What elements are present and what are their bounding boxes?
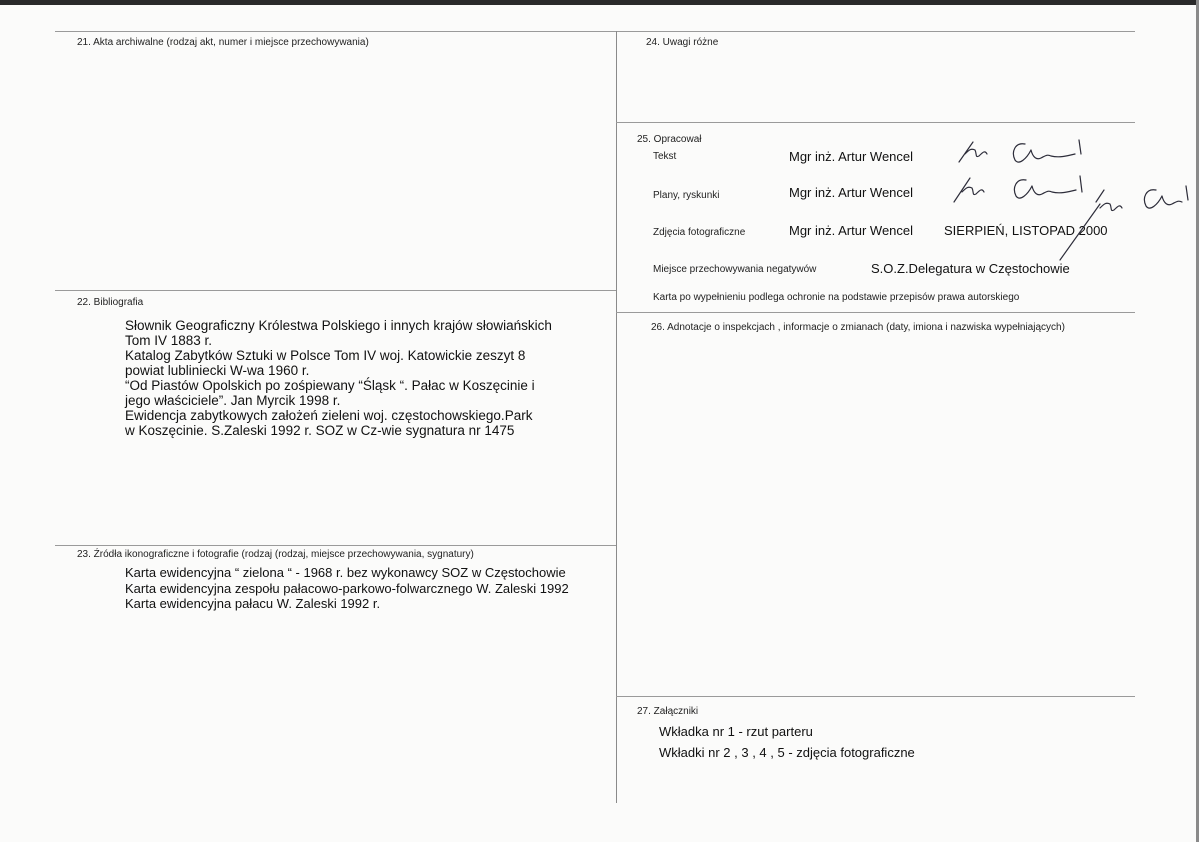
section-26-label: 26. Adnotacje o inspekcjach , informacje o zmianach (daty, imiona i nazwiska wypełniających) — [651, 322, 1065, 333]
signature-1-icon — [955, 136, 1095, 170]
author-field-plans: Plany, ryskunki — [653, 190, 720, 201]
rule-24-25 — [616, 122, 1135, 123]
attachment-line: Wkładki nr 2 , 3 , 4 , 5 - zdjęcia fotograficzne — [659, 745, 915, 760]
section-21-label: 21. Akta archiwalne (rodzaj akt, numer i miejsce przechowywania) — [77, 37, 369, 48]
copyright-note: Karta po wypełnieniu podlega ochronie na podstawie przepisów prawa autorskiego — [653, 292, 1020, 303]
bibliography-list — [125, 318, 552, 438]
rule-25-26 — [616, 312, 1135, 313]
author-value-plans: Mgr inż. Artur Wencel — [789, 185, 914, 200]
author-value-photos: Mgr inż. Artur Wencel — [789, 223, 914, 238]
bibliography-line: “Od Piastów Opolskich po zośpiewany “Śląsk “. Pałac w Koszęcinie i — [125, 378, 535, 393]
column-divider — [616, 31, 617, 803]
section-25-label: 25. Opracował — [637, 134, 702, 145]
author-value-text: Mgr inż. Artur Wencel — [789, 149, 914, 164]
section-23-label: 23. Źródła ikonograficzne i fotografie (rodzaj (rodzaj, miejsce przechowywania, sygnatury) — [77, 549, 474, 560]
signature-3-icon — [1040, 180, 1190, 270]
bibliography-line: w Koszęcinie. S.Zaleski 1992 r. SOZ w Cz-wie sygnatura nr 1475 — [125, 423, 515, 438]
bibliography-line: Słownik Geograficzny Królestwa Polskiego i innych krajów słowiańskich — [125, 318, 552, 333]
bibliography-line: Katalog Zabytków Sztuki w Polsce Tom IV woj. Katowickie zeszyt 8 — [125, 348, 526, 363]
section-22-label: 22. Bibliografia — [77, 297, 144, 308]
rule-21-22 — [55, 290, 616, 291]
scan-edge-top — [0, 0, 1199, 5]
iconography-line: Karta ewidencyjna “ zielona “ - 1968 r. bez wykonawcy SOZ w Częstochowie — [125, 565, 566, 580]
bibliography-line: jego właściciele”. Jan Myrcik 1998 r. — [125, 393, 341, 408]
bibliography-line: Tom IV 1883 r. — [125, 333, 213, 348]
negatives-value: S.O.Z.Delegatura w Częstochowie — [871, 261, 1070, 276]
iconography-line: Karta ewidencyjna pałacu W. Zaleski 1992 r. — [125, 596, 381, 611]
attachment-line: Wkładka nr 1 - rzut parteru — [659, 724, 813, 739]
author-field-text: Tekst — [653, 151, 677, 162]
author-field-photos: Zdjęcia fotograficzne — [653, 227, 746, 238]
bibliography-line: Ewidencja zabytkowych założeń zieleni woj. częstochowskiego.Park — [125, 408, 533, 423]
iconography-line: Karta ewidencyjna zespołu pałacowo-parkowo-folwarcznego W. Zaleski 1992 — [125, 580, 569, 596]
section-27-label: 27. Załączniki — [637, 706, 699, 717]
iconography-list — [125, 565, 569, 612]
photos-date: SIERPIEŃ, LISTOPAD 2000 — [944, 223, 1108, 238]
rule-22-23 — [55, 545, 616, 546]
section-24-label: 24. Uwagi różne — [646, 37, 719, 48]
negatives-label: Miejsce przechowywania negatywów — [653, 264, 817, 275]
rule-top — [55, 31, 1135, 32]
bibliography-line: powiat lubliniecki W-wa 1960 r. — [125, 363, 310, 378]
rule-26-27 — [616, 696, 1135, 697]
